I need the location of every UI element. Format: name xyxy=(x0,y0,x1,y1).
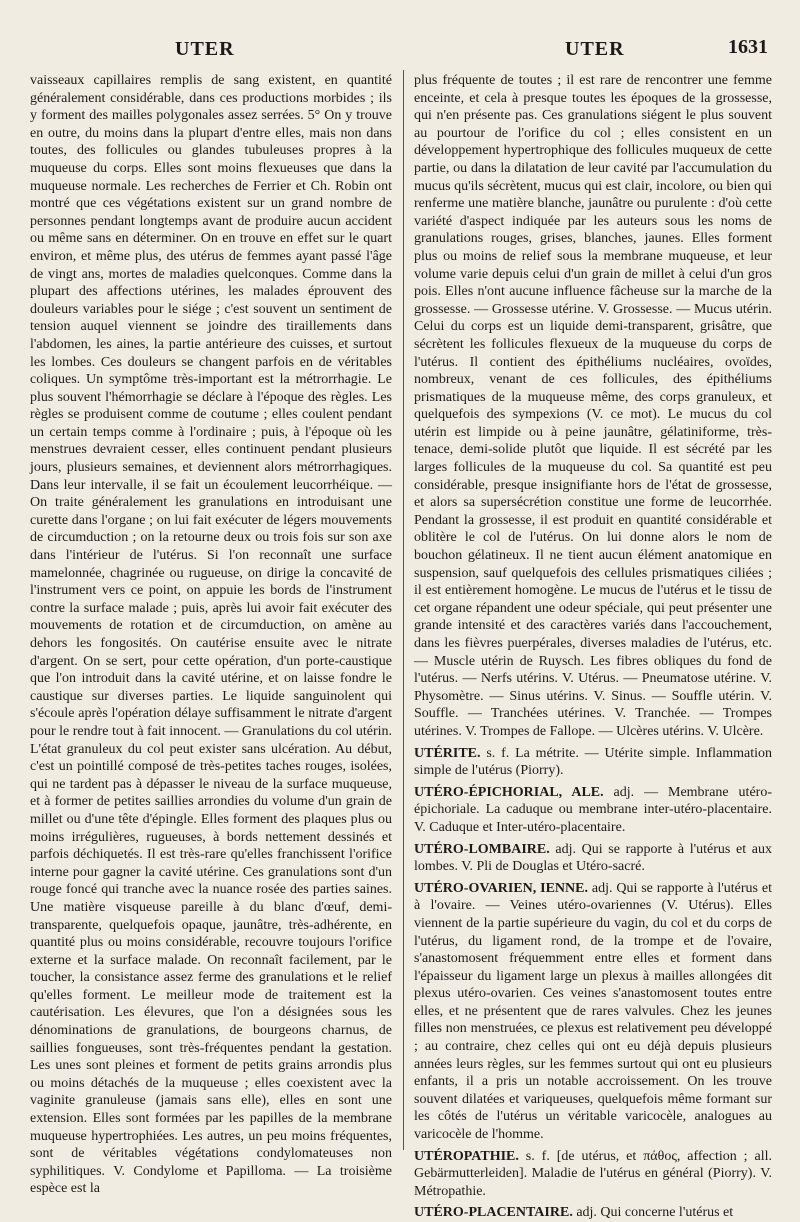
headword: UTÉRO-OVARIEN, IENNE. xyxy=(414,880,588,896)
right-column-text: plus fréquente de toutes ; il est rare de rencontrer une femme enceinte, et cela à presque toutes les époques de la grossesse, qui n'en présente pas. Ces granulations siégent le plus souvent au pourtour de l'orifice du col ; elles consistent en un développement hypertrophique des follicules muqueux de cette partie, ou dans la dilatation de leur cavité par l'accumulation du mucus qu'ils sécrètent, mucus qui est clair, incolore, ou bien qui renferme une matière blanche, jaunâtre ou purulente : d'où cette variété d'aspect indiquée par les auteurs sous les noms de granulations rouges, grises, blanches, jaunes. Elles forment plus ou moins de relief sous la membrane muqueuse, et leur volume varie depuis celui d'un grain de millet à celui d'un gros pois. Elles n'ont aucune influence fâcheuse sur la marche de la grossesse. — Grossesse utérine. V. Grossesse. — Mucus utérin. Celui du corps est un liquide demi-transparent, grisâtre, que sécrètent les follicules flexueux de la muqueuse du corps de l'utérus. Il contient des épithéliums nucléaires, ovoïdes, nombreux, venant de ces follicules, des épithéliums prismatiques de la muqueuse même, des corps granuleux, et quelquefois des sympexions (V. ce mot). Le mucus du col utérin est limpide ou à peine jaunâtre, gélatiniforme, très-tenace, demi-solide plutôt que liquide. Il est sécrété par les larges follicules de la muqueuse du col. Sa quantité est peu considérable, presque insignifiante hors de l'état de grossesse, et alors sa supersécrétion constitue une forme de leucorrhée. Pendant la grossesse, il est produit en quantité considérable et oblitère le col de l'utérus. On lui donne alors le nom de bouchon gélatineux. Il ne tient aucun élément anatomique en suspension, sauf quelquefois des cellules prismatiques ciliées ; il est entièrement homogène. Le mucus de l'utérus et le tissu de cet organe répandent une odeur spéciale, qui peut présenter une grande intensité et des caractères variés dans l'accouchement, dans les fièvres puerpérales, diverses maladies de l'utérus, etc. — Muscle utérin de Ruysch. Les fibres obliques du fond de l'utérus. — Nerfs utérins. V. Utérus. — Pneumatose utérine. V. Physomètre. — Sinus utérins. V. Sinus. — Souffle utérin. V. Souffle. — Tranchées utérines. V. Tranchée. — Trompes utérines. V. Trompes de Fallope. — Ulcères utérins. V. Ulcère. xyxy=(414,73,772,739)
column-divider xyxy=(403,70,404,1150)
headword: UTÉRO-LOMBAIRE. xyxy=(414,841,550,857)
definition: adj. — Membrane utéro-épichoriale. La caduque ou membrane inter-utéro-placentaire. V. Caduque et Inter-utéro-placentaire. xyxy=(414,784,772,835)
entry-utero-ovarien xyxy=(414,880,772,1144)
headword: UTÉRO-ÉPICHORIAL, ALE. xyxy=(414,784,604,800)
page-header xyxy=(0,38,800,68)
definition: s. f. [de utérus, et πάθος, affection ; all. Gebärmutterleiden]. Maladie de l'utérus en général (Piorry). V. Métropathie. xyxy=(414,1148,772,1199)
headword: UTÉRO-PLACENTAIRE. xyxy=(414,1205,573,1221)
left-column xyxy=(30,72,392,1198)
definition: adj. Qui se rapporte à l'utérus et aux lombes. V. Pli de Douglas et Utéro-sacré. xyxy=(414,841,772,875)
running-head-right: UTER xyxy=(565,38,625,60)
entry-utero-lombaire xyxy=(414,841,772,876)
left-column-text: vaisseaux capillaires remplis de sang existent, en quantité généralement considérable, dans ces productions morbides ; ils y forment des mailles polygonales assez serrées. 5° On y trouve en outre, du moins dans la plupart d'entre elles, mais non dans toutes, des follicules ou glandes tubuleuses propres à la muqueuse du corps. Elles sont moins flexueuses que dans la muqueuse normale. Les recherches de Ferrier et Ch. Robin ont montré que ces végétations existent sur un grand nombre de personnes pendant longtemps avant de produire aucun accident ou même sans en déterminer. On en trouve en effet sur le quart environ, et même plus, des utérus de femmes ayant passé l'âge de vingt ans, mortes de maladies quelconques. Comme dans la plupart des affections utérines, les malades éprouvent des douleurs variables pour le siége ; c'est souvent un sentiment de tension auquel viennent se joindre des tiraillements dans l'abdomen, les aines, la partie antérieure des cuisses, et surtout les lombes. Ces douleurs se changent parfois en de véritables coliques. Un symptôme très-important est la métrorrhagie. Le plus souvent l'hémorrhagie se déclare à l'époque des règles. Les règles se produisent comme de coutume ; elles coulent pendant un certain temps comme à l'ordinaire ; puis, à l'époque où les menstrues devraient cesser, elles continuent pendant plusieurs jours, plusieurs semaines, et deviennent alors métrorrhagiques. Dans leur intervalle, il se fait un écoulement leucorrhéique. — On traite généralement les granulations en introduisant une curette dans l'organe ; on lui fait exécuter de légers mouvements de circumduction ; on la retourne deux ou trois fois sur son axe dans l'intérieur de l'utérus. Si l'on reconnaît une surface mamelonnée, chagrinée ou rugueuse, on dirige la concavité de l'instrument vers ce point, on appuie les bords de l'instrument contre la surface malade ; puis, après lui avoir fait exécuter des mouvements de rotation et de circumduction, on amène au dehors les fongosités. On cautérise ensuite avec le nitrate d'argent. On se sert, pour cette opération, d'un porte-caustique que l'on introduit dans la cavité utérine, et on laisse fondre le caustique sur diverses parties. Le liquide sanguinolent qui s'écoule après l'opération délaye suffisamment le nitrate d'argent pour le rendre tout à fait innocent. — Granulations du col utérin. L'état granuleux du col peut exister sans ulcération. Au début, c'est un pointillé composé de très-petites taches rouges, isolées, qui ne tardent pas à dépasser le niveau de la surface muqueuse, et à former de petites saillies arrondies du volume d'un grain de millet ou d'une tête d'épingle. Elles forment des plaques plus ou moins irrégulières, rugueuses, à bords nettement dessinés et parfois déchiquetés. Il est très-rare qu'elles franchissent l'orifice interne pour gagner la cavité utérine. Ces granulations sont d'un rouge foncé qui tranche avec la nuance rosée des parties saines. Une matière visqueuse pareille à du blanc d'œuf, demi-transparente, quelquefois opaque, jaunâtre, très-adhérente, en quantité plus ou moins considérable, recouvre toujours l'orifice externe et la surface malade. On reconnaît facilement, par le toucher, la consistance assez ferme des granulations et le relief qu'elles forment. Le meilleur mode de traitement est la cautérisation. Les élevures, que l'on a désignées sous les dénominations de granulations, de bourgeons charnus, de saillies fongueuses, sont très-fréquentes pendant la gestation. Les unes sont pleines et forment de petits grains arrondis plus ou moins détachés de la muqueuse ; elles coexistent avec la vaginite granuleuse (jamais sans elle), elles en sont une extension. Elles sont formées par les papilles de la membrane muqueuse hypertrophiées. Les autres, un peu moins fréquentes, sont de véritables végétations condylomateuses non syphilitiques. V. Condylome et Papilloma. — La troisième espèce est la xyxy=(30,73,392,1197)
headword: UTÉROPATHIE. xyxy=(414,1148,519,1164)
right-column xyxy=(414,72,772,1222)
entry-uterite xyxy=(414,745,772,780)
entry-uteropathie xyxy=(414,1148,772,1201)
headword: UTÉRITE. xyxy=(414,745,481,761)
entry-utero-placentaire xyxy=(414,1204,772,1222)
definition: adj. Qui se rapporte à l'utérus et à l'ovaire. — Veines utéro-ovariennes (V. Utérus). Elles viennent de la partie supérieure du vagin, du col et du corps de l'utérus, du ligament rond, de la trompe et de l'ovaire, s'anastomosent fréquemment entre elles et forment dans l'épaisseur du ligament large un plexus à mailles allongées dit plexus utéro-ovarien. Ces veines s'anastomosent toutes entre elles, et ne présentent que de rares valvules. Chez les jeunes filles non menstruées, ce plexus est relativement peu développé ; au contraire, chez celles qui ont eu déjà depuis plusieurs années leurs règles, sur les femmes surtout qui ont eu plusieurs enfants, il a pris un notable accroissement. On les trouve souvent dilatées et variqueuses, quelquefois même formant sur les côtés de l'utérus un véritable varicocèle, analogues au varicocèle de l'homme. xyxy=(414,880,772,1143)
page-number: 1631 xyxy=(728,36,768,58)
definition: adj. Qui concerne l'utérus et xyxy=(572,1205,734,1221)
definition: s. f. La métrite. — Utérite simple. Inflammation simple de l'utérus (Piorry). xyxy=(414,745,772,779)
entry-utero-epichorial xyxy=(414,784,772,837)
running-head-left: UTER xyxy=(175,38,235,60)
